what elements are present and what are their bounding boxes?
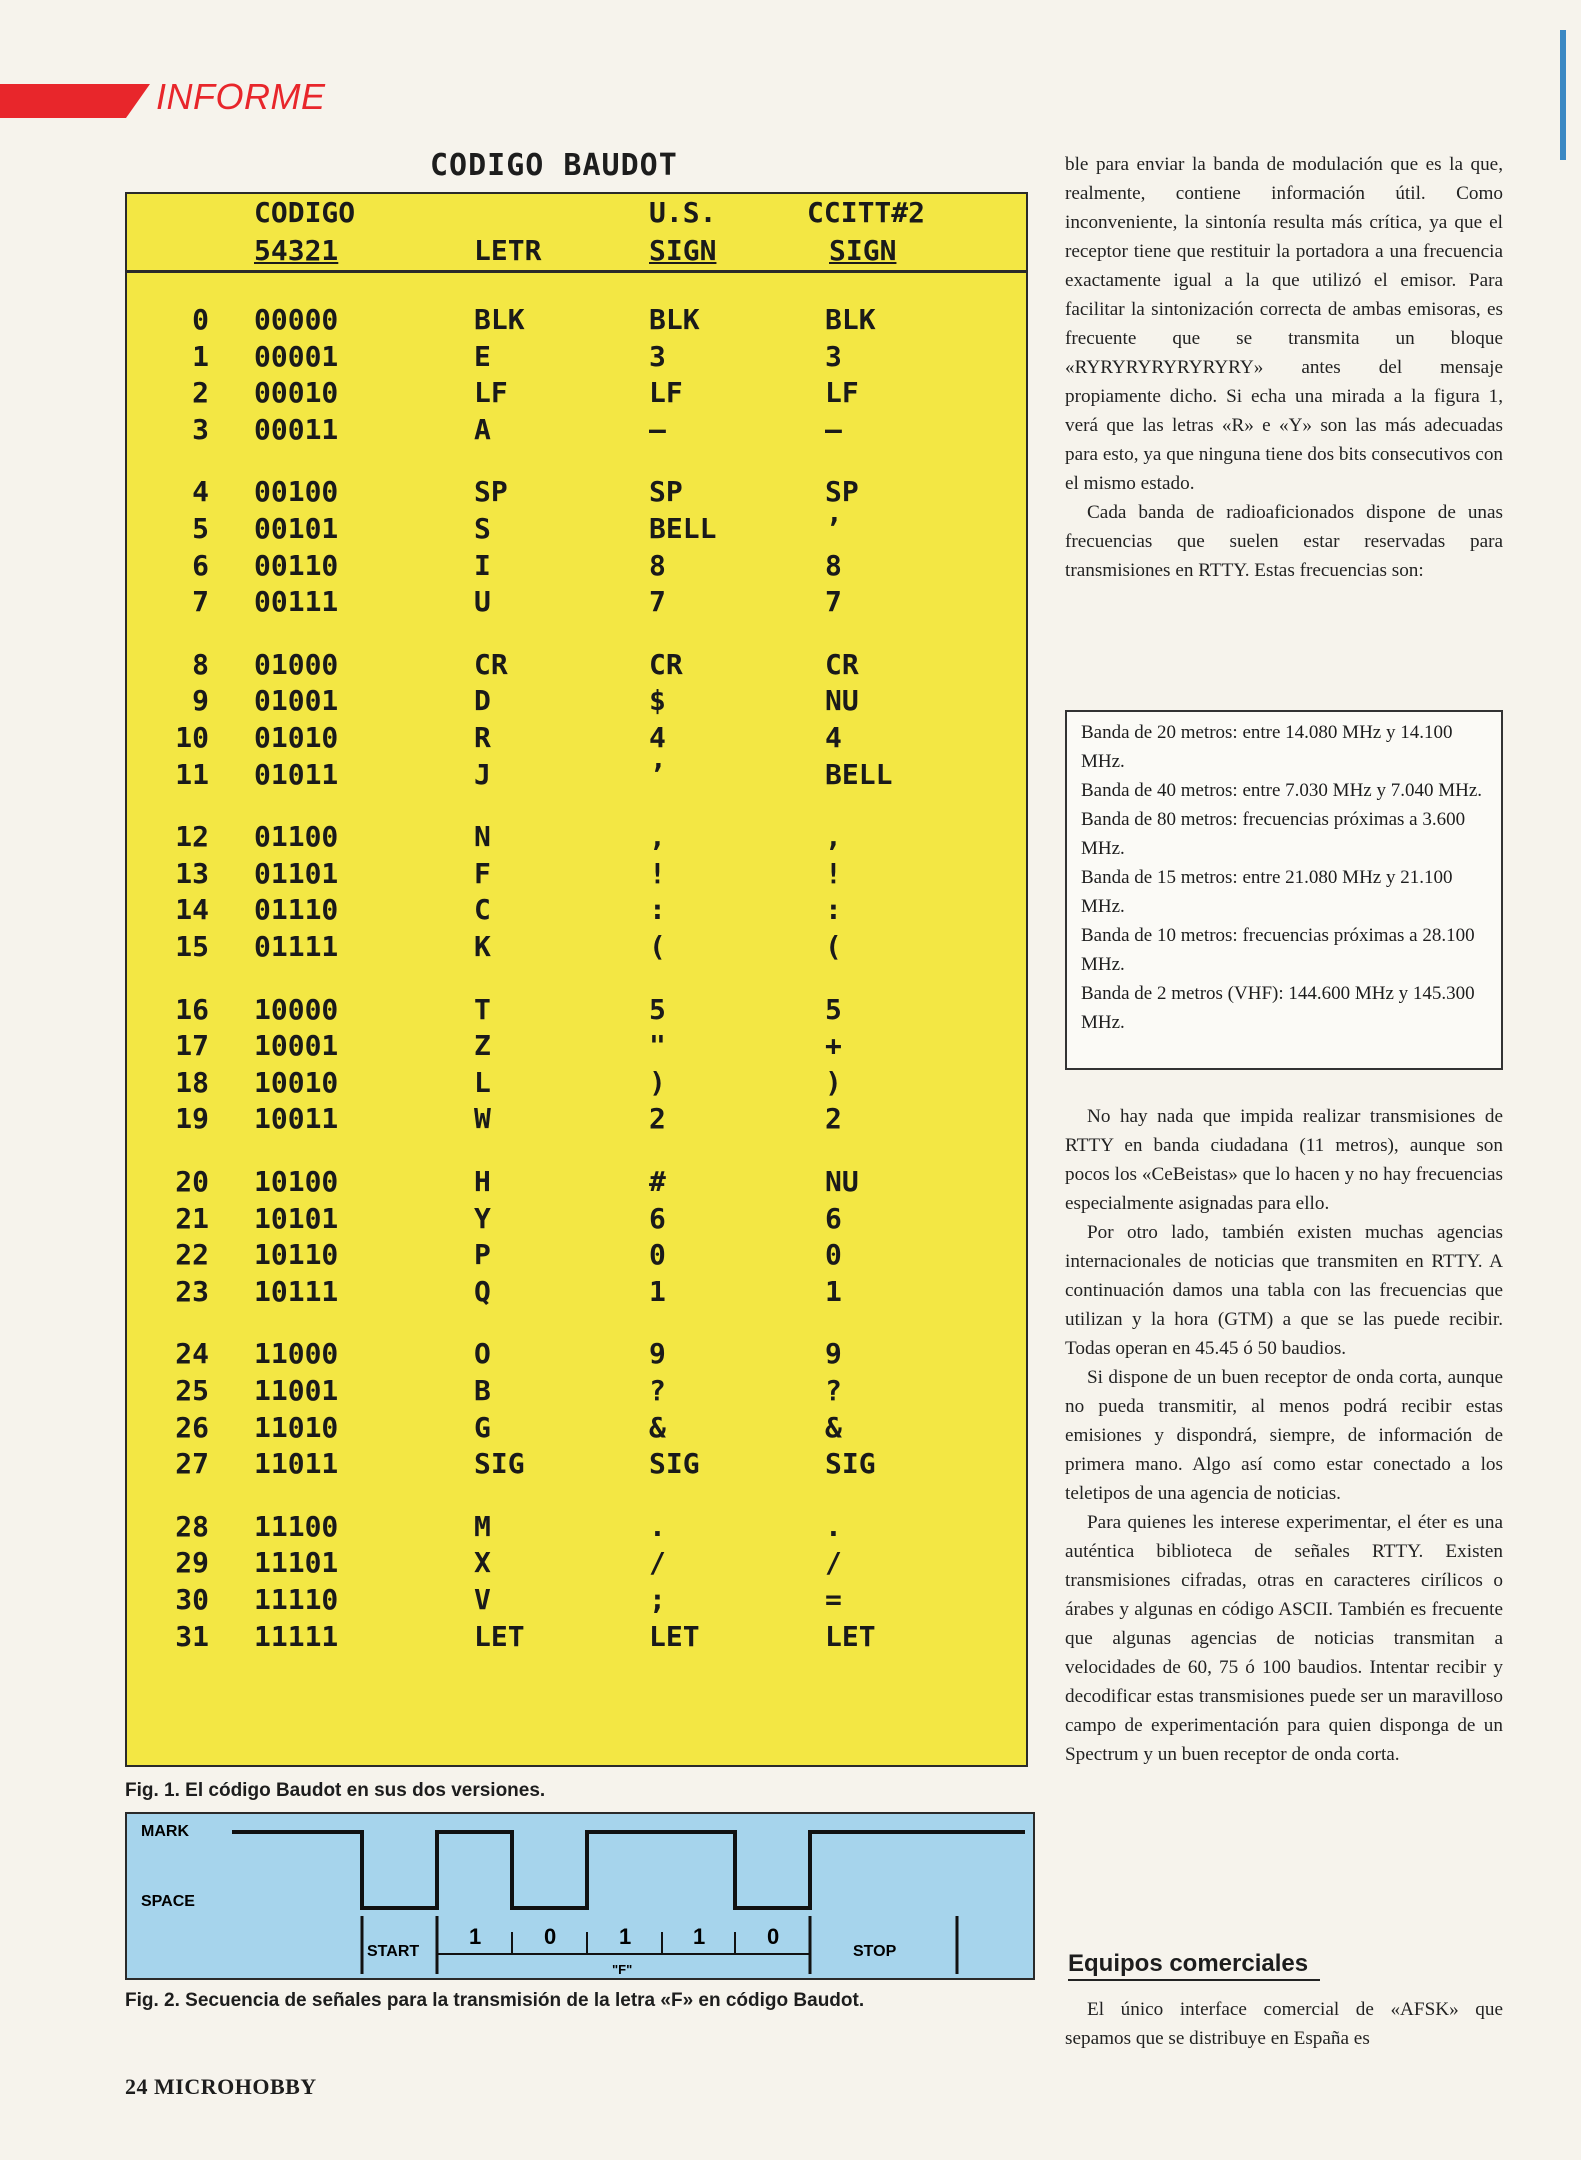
row-us-sign: 7 bbox=[649, 585, 666, 619]
row-us-sign: # bbox=[649, 1165, 666, 1198]
paragraph: Cada banda de radioaficionados dispone de unas frecuencias que suelen estar reservadas para transmisiones en RTTY. Estas frecuencias son: bbox=[1065, 502, 1503, 581]
row-ccitt-sign: ( bbox=[825, 930, 842, 963]
bit-value: 0 bbox=[544, 1924, 557, 1949]
row-number: 17 bbox=[175, 1029, 209, 1063]
paragraph: Por otro lado, también existen muchas agencias internacionales de noticias que transmiten en RTTY. A continuación damos una tabla con las frecuencias que utilizan y la hora (GTM) a que se las puede recibir. Todas operan en 45.45 ó 50 baudios. bbox=[1065, 1222, 1503, 1359]
start-label: START bbox=[367, 1943, 420, 1960]
row-letter: C bbox=[474, 893, 491, 927]
table-row bbox=[127, 1373, 1026, 1409]
letter-label: "F" bbox=[612, 1962, 633, 1977]
row-us-sign: ! bbox=[649, 856, 666, 890]
edge-blue-rule bbox=[1560, 30, 1566, 160]
table-row bbox=[127, 584, 1026, 620]
row-ccitt-sign: BELL bbox=[825, 757, 893, 791]
row-letter: SIG bbox=[474, 1447, 525, 1481]
row-letter: J bbox=[474, 757, 491, 791]
row-letter: CR bbox=[474, 647, 508, 681]
row-number: 12 bbox=[175, 820, 209, 854]
row-us-sign: 1 bbox=[649, 1274, 666, 1308]
row-ccitt-sign: : bbox=[825, 893, 842, 927]
row-us-sign: ) bbox=[649, 1065, 666, 1099]
row-letter: A bbox=[474, 412, 491, 446]
band-item: Banda de 80 metros: frecuencias próximas a 3.600 MHz. bbox=[1081, 809, 1466, 859]
row-number: 27 bbox=[175, 1447, 209, 1481]
row-letter: U bbox=[474, 585, 491, 619]
table-row bbox=[127, 1336, 1026, 1372]
row-ccitt-sign: 0 bbox=[825, 1238, 842, 1272]
row-code: 00110 bbox=[254, 548, 339, 582]
table-title: CODIGO BAUDOT bbox=[430, 148, 678, 183]
row-ccitt-sign: = bbox=[825, 1583, 842, 1616]
row-us-sign: : bbox=[649, 893, 666, 927]
row-code: 01011 bbox=[254, 757, 339, 791]
table-row bbox=[127, 1274, 1026, 1310]
row-us-sign: / bbox=[649, 1546, 666, 1580]
band-item: Banda de 40 metros: entre 7.030 MHz y 7.040 MHz. bbox=[1081, 780, 1483, 801]
row-ccitt-sign: 6 bbox=[825, 1201, 842, 1235]
row-letter: LET bbox=[474, 1619, 525, 1653]
row-us-sign: LET bbox=[649, 1619, 700, 1653]
table-row bbox=[127, 683, 1026, 719]
table-row bbox=[127, 548, 1026, 584]
row-us-sign: 4 bbox=[649, 721, 666, 754]
row-number: 16 bbox=[175, 992, 209, 1026]
row-code: 11101 bbox=[254, 1546, 339, 1580]
table-row bbox=[127, 1545, 1026, 1581]
row-code: 01000 bbox=[254, 647, 339, 681]
row-code: 10000 bbox=[254, 992, 339, 1026]
row-number: 0 bbox=[192, 303, 209, 336]
row-letter: R bbox=[474, 721, 491, 754]
row-us-sign: CR bbox=[649, 647, 683, 681]
row-code: 00011 bbox=[254, 412, 339, 446]
row-ccitt-sign: 2 bbox=[825, 1102, 842, 1136]
row-number: 22 bbox=[175, 1238, 209, 1272]
table-row bbox=[127, 412, 1026, 448]
table-row bbox=[127, 1164, 1026, 1200]
row-number: 6 bbox=[192, 548, 209, 582]
row-letter: Z bbox=[474, 1029, 491, 1063]
row-code: 01110 bbox=[254, 893, 339, 927]
row-us-sign: . bbox=[649, 1509, 666, 1543]
table-row bbox=[127, 1237, 1026, 1273]
row-code: 00100 bbox=[254, 475, 339, 509]
row-letter: F bbox=[474, 856, 491, 890]
header-ccitt-sign: CCITT#2 SIGN bbox=[807, 196, 926, 267]
row-us-sign: 9 bbox=[649, 1337, 666, 1371]
table-row bbox=[127, 819, 1026, 855]
row-letter: L bbox=[474, 1065, 491, 1099]
row-number: 28 bbox=[175, 1509, 209, 1543]
row-ccitt-sign: 9 bbox=[825, 1337, 842, 1371]
row-us-sign: SIG bbox=[649, 1447, 700, 1481]
table-row bbox=[127, 1201, 1026, 1237]
row-ccitt-sign: ! bbox=[825, 856, 842, 890]
row-code: 11111 bbox=[254, 1619, 339, 1653]
row-ccitt-sign: ’ bbox=[825, 512, 842, 545]
row-number: 13 bbox=[175, 856, 209, 890]
row-number: 5 bbox=[192, 512, 209, 545]
table-row bbox=[127, 992, 1026, 1028]
row-code: 11100 bbox=[254, 1509, 339, 1543]
row-us-sign: $ bbox=[649, 684, 666, 718]
row-letter: K bbox=[474, 930, 491, 963]
row-code: 00000 bbox=[254, 303, 339, 336]
fig2-caption: Fig. 2. Secuencia de señales para la transmisión de la letra «F» en código Baudot. bbox=[125, 1990, 865, 2011]
row-number: 29 bbox=[175, 1546, 209, 1580]
bit-value: 1 bbox=[619, 1924, 632, 1949]
row-number: 3 bbox=[192, 412, 209, 446]
column-text-bottom bbox=[1065, 1995, 1503, 2053]
row-code: 01111 bbox=[254, 930, 339, 963]
fig1-caption: Fig. 1. El código Baudot en sus dos versiones. bbox=[125, 1780, 546, 1801]
row-ccitt-sign: BLK bbox=[825, 303, 876, 336]
table-row bbox=[127, 1101, 1026, 1137]
row-ccitt-sign: 5 bbox=[825, 992, 842, 1026]
row-number: 25 bbox=[175, 1374, 209, 1407]
paragraph: Si dispone de un buen receptor de onda corta, aunque no pueda transmitir, al menos podrá recibir estas emisiones y dispondrá, siempre, de información de primera mano. Algo así como estar conectado a los teletipos de una agencia de noticias. bbox=[1065, 1367, 1503, 1504]
row-number: 14 bbox=[175, 893, 209, 927]
table-row bbox=[127, 511, 1026, 547]
row-us-sign: & bbox=[649, 1410, 666, 1444]
stop-label: STOP bbox=[853, 1943, 897, 1960]
row-ccitt-sign: LF bbox=[825, 376, 859, 410]
row-code: 01101 bbox=[254, 856, 339, 890]
row-code: 10101 bbox=[254, 1201, 339, 1235]
row-us-sign: ’ bbox=[649, 757, 666, 791]
row-letter: H bbox=[474, 1165, 491, 1198]
row-ccitt-sign: 3 bbox=[825, 339, 842, 373]
table-row bbox=[127, 929, 1026, 965]
row-us-sign: 2 bbox=[649, 1102, 666, 1136]
row-number: 21 bbox=[175, 1201, 209, 1235]
row-letter: O bbox=[474, 1337, 491, 1371]
row-number: 19 bbox=[175, 1102, 209, 1136]
row-letter: M bbox=[474, 1509, 491, 1543]
row-code: 10100 bbox=[254, 1165, 339, 1198]
row-number: 10 bbox=[175, 721, 209, 754]
row-number: 26 bbox=[175, 1410, 209, 1444]
row-code: 10001 bbox=[254, 1029, 339, 1063]
header-us-sign: U.S. SIGN bbox=[649, 196, 717, 267]
row-code: 10111 bbox=[254, 1274, 339, 1308]
bit-value: 0 bbox=[767, 1924, 780, 1949]
row-letter: Q bbox=[474, 1274, 491, 1308]
frequency-box bbox=[1065, 710, 1503, 1070]
row-code: 11001 bbox=[254, 1374, 339, 1407]
section-label: INFORME bbox=[156, 76, 326, 117]
table-header bbox=[127, 194, 1026, 273]
band-item: Banda de 15 metros: entre 21.080 MHz y 21.100 MHz. bbox=[1081, 867, 1453, 917]
bit-value: 1 bbox=[693, 1924, 706, 1949]
row-number: 20 bbox=[175, 1165, 209, 1198]
row-letter: S bbox=[474, 512, 491, 545]
band-item: Banda de 10 metros: frecuencias próximas a 28.100 MHz. bbox=[1081, 925, 1475, 975]
row-us-sign: LF bbox=[649, 376, 683, 410]
paragraph: El único interface comercial de «AFSK» que sepamos que se distribuye en España es bbox=[1065, 1999, 1503, 2049]
row-number: 18 bbox=[175, 1065, 209, 1099]
header-codigo: CODIGO 54321 bbox=[254, 196, 356, 267]
table-row bbox=[127, 302, 1026, 338]
row-letter: P bbox=[474, 1238, 491, 1272]
row-code: 00101 bbox=[254, 512, 339, 545]
row-letter: X bbox=[474, 1546, 491, 1580]
table-row bbox=[127, 1028, 1026, 1064]
row-us-sign: BELL bbox=[649, 512, 717, 545]
row-ccitt-sign: 1 bbox=[825, 1274, 842, 1308]
paragraph: Para quienes les interese experimentar, el éter es una auténtica biblioteca de señales RTTY. Existen transmisiones cifradas, otras en caracteres cirílicos o árabes y algunas en código ASCII. También es frecuente que algunas agencias de noticias transmitan a velocidades de 60, 75 ó 100 baudios. Intentar recibir y decodificar estas transmisiones puede ser un maravilloso campo de experimentación para quien disponga de un Spectrum y un buen receptor de onda corta. bbox=[1065, 1512, 1503, 1765]
paragraph: No hay nada que impida realizar transmisiones de RTTY en banda ciudadana (11 metros), aunque son pocos los «CeBeistas» que lo hacen y no hay frecuencias especialmente asignadas para ello. bbox=[1065, 1106, 1503, 1214]
row-us-sign: , bbox=[649, 820, 666, 854]
row-letter: Y bbox=[474, 1201, 491, 1235]
row-letter: LF bbox=[474, 376, 508, 410]
row-letter: I bbox=[474, 548, 491, 582]
row-ccitt-sign: 4 bbox=[825, 721, 842, 754]
row-us-sign: ? bbox=[649, 1374, 666, 1407]
row-us-sign: ( bbox=[649, 930, 666, 963]
baudot-table bbox=[125, 192, 1028, 1767]
row-letter: D bbox=[474, 684, 491, 718]
row-number: 31 bbox=[175, 1619, 209, 1653]
row-code: 00001 bbox=[254, 339, 339, 373]
row-us-sign: 8 bbox=[649, 548, 666, 582]
band-item: Banda de 2 metros (VHF): 144.600 MHz y 145.300 MHz. bbox=[1081, 983, 1475, 1033]
row-us-sign: 3 bbox=[649, 339, 666, 373]
table-row bbox=[127, 339, 1026, 375]
row-ccitt-sign: . bbox=[825, 1509, 842, 1543]
row-ccitt-sign: ? bbox=[825, 1374, 842, 1407]
row-code: 11010 bbox=[254, 1410, 339, 1444]
row-ccitt-sign: LET bbox=[825, 1619, 876, 1653]
table-row bbox=[127, 474, 1026, 510]
row-us-sign: 5 bbox=[649, 992, 666, 1026]
row-code: 01010 bbox=[254, 721, 339, 754]
row-code: 10010 bbox=[254, 1065, 339, 1099]
row-code: 11110 bbox=[254, 1583, 339, 1616]
paragraph: ble para enviar la banda de modulación que es la que, realmente, contiene información útil. Como inconveniente, la sintonía resulta más crítica, ya que el receptor tiene que restituir la portadora a una frecuencia exactamente igual a la que utilizó el emisor. Para facilitar la sintonización correcta de ambas emisoras, es frecuente que se transmita un bloque «RYRYRYRYRYRYRY» antes del mensaje propiamente dicho. Si echa una mirada a la figura 1, verá que las letras «R» e «Y» son las más adecuadas para esto, ya que ninguna tiene dos bits consecutivos con el mismo estado. bbox=[1065, 154, 1504, 494]
row-ccitt-sign: CR bbox=[825, 647, 859, 681]
row-ccitt-sign: 7 bbox=[825, 585, 842, 619]
row-code: 10011 bbox=[254, 1102, 339, 1136]
band-item: Banda de 20 metros: entre 14.080 MHz y 14.100 MHz. bbox=[1081, 722, 1453, 772]
table-row bbox=[127, 856, 1026, 892]
row-letter: E bbox=[474, 339, 491, 373]
table-row bbox=[127, 647, 1026, 683]
signal-diagram bbox=[125, 1812, 1035, 1980]
row-letter: BLK bbox=[474, 303, 525, 336]
row-ccitt-sign: NU bbox=[825, 684, 859, 718]
row-us-sign: 6 bbox=[649, 1201, 666, 1235]
row-code: 00010 bbox=[254, 376, 339, 410]
row-number: 2 bbox=[192, 376, 209, 410]
row-number: 23 bbox=[175, 1274, 209, 1308]
row-letter: T bbox=[474, 992, 491, 1026]
table-row bbox=[127, 892, 1026, 928]
row-number: 30 bbox=[175, 1583, 209, 1616]
row-code: 10110 bbox=[254, 1238, 339, 1272]
table-row bbox=[127, 1410, 1026, 1446]
row-code: 01100 bbox=[254, 820, 339, 854]
row-code: 00111 bbox=[254, 585, 339, 619]
table-row bbox=[127, 1065, 1026, 1101]
column-text-top bbox=[1065, 150, 1503, 585]
row-number: 24 bbox=[175, 1337, 209, 1371]
row-ccitt-sign: + bbox=[825, 1029, 842, 1063]
mark-label: MARK bbox=[141, 1823, 189, 1840]
signal-waveform-svg bbox=[127, 1814, 1033, 1978]
section-heading: Equipos comerciales bbox=[1068, 1949, 1320, 1981]
row-number: 15 bbox=[175, 930, 209, 963]
header-letr: LETR bbox=[474, 234, 542, 267]
row-letter: G bbox=[474, 1410, 491, 1444]
table-row bbox=[127, 720, 1026, 756]
table-row bbox=[127, 1509, 1026, 1545]
table-row bbox=[127, 375, 1026, 411]
table-row bbox=[127, 1446, 1026, 1482]
row-letter: SP bbox=[474, 475, 508, 509]
row-letter: V bbox=[474, 1583, 491, 1616]
row-letter: N bbox=[474, 820, 491, 854]
column-text-middle bbox=[1065, 1102, 1503, 1769]
row-number: 11 bbox=[175, 757, 209, 791]
row-ccitt-sign: & bbox=[825, 1410, 842, 1444]
row-ccitt-sign: NU bbox=[825, 1165, 859, 1198]
row-us-sign: " bbox=[649, 1029, 666, 1063]
row-letter: W bbox=[474, 1102, 491, 1136]
signal-waveform bbox=[232, 1832, 1025, 1908]
row-ccitt-sign: , bbox=[825, 820, 842, 854]
row-us-sign: 0 bbox=[649, 1238, 666, 1272]
row-number: 7 bbox=[192, 585, 209, 619]
row-ccitt-sign: ) bbox=[825, 1065, 842, 1099]
row-ccitt-sign: / bbox=[825, 1546, 842, 1580]
row-letter: B bbox=[474, 1374, 491, 1407]
table-row bbox=[127, 1619, 1026, 1655]
row-code: 01001 bbox=[254, 684, 339, 718]
table-row bbox=[127, 1582, 1026, 1618]
row-us-sign: BLK bbox=[649, 303, 700, 336]
row-number: 8 bbox=[192, 647, 209, 681]
row-code: 11011 bbox=[254, 1447, 339, 1481]
row-us-sign: — bbox=[649, 412, 666, 446]
section-red-bar bbox=[0, 84, 150, 118]
bit-value: 1 bbox=[469, 1924, 482, 1949]
row-ccitt-sign: — bbox=[825, 412, 842, 446]
row-us-sign: ; bbox=[649, 1583, 666, 1616]
row-code: 11000 bbox=[254, 1337, 339, 1371]
table-row bbox=[127, 757, 1026, 793]
row-ccitt-sign: 8 bbox=[825, 548, 842, 582]
row-us-sign: SP bbox=[649, 475, 683, 509]
row-number: 1 bbox=[192, 339, 209, 373]
row-number: 4 bbox=[192, 475, 209, 509]
row-number: 9 bbox=[192, 684, 209, 718]
row-ccitt-sign: SP bbox=[825, 475, 859, 509]
space-label: SPACE bbox=[141, 1893, 195, 1910]
page-footer: 24 MICROHOBBY bbox=[125, 2074, 317, 2099]
row-ccitt-sign: SIG bbox=[825, 1447, 876, 1481]
